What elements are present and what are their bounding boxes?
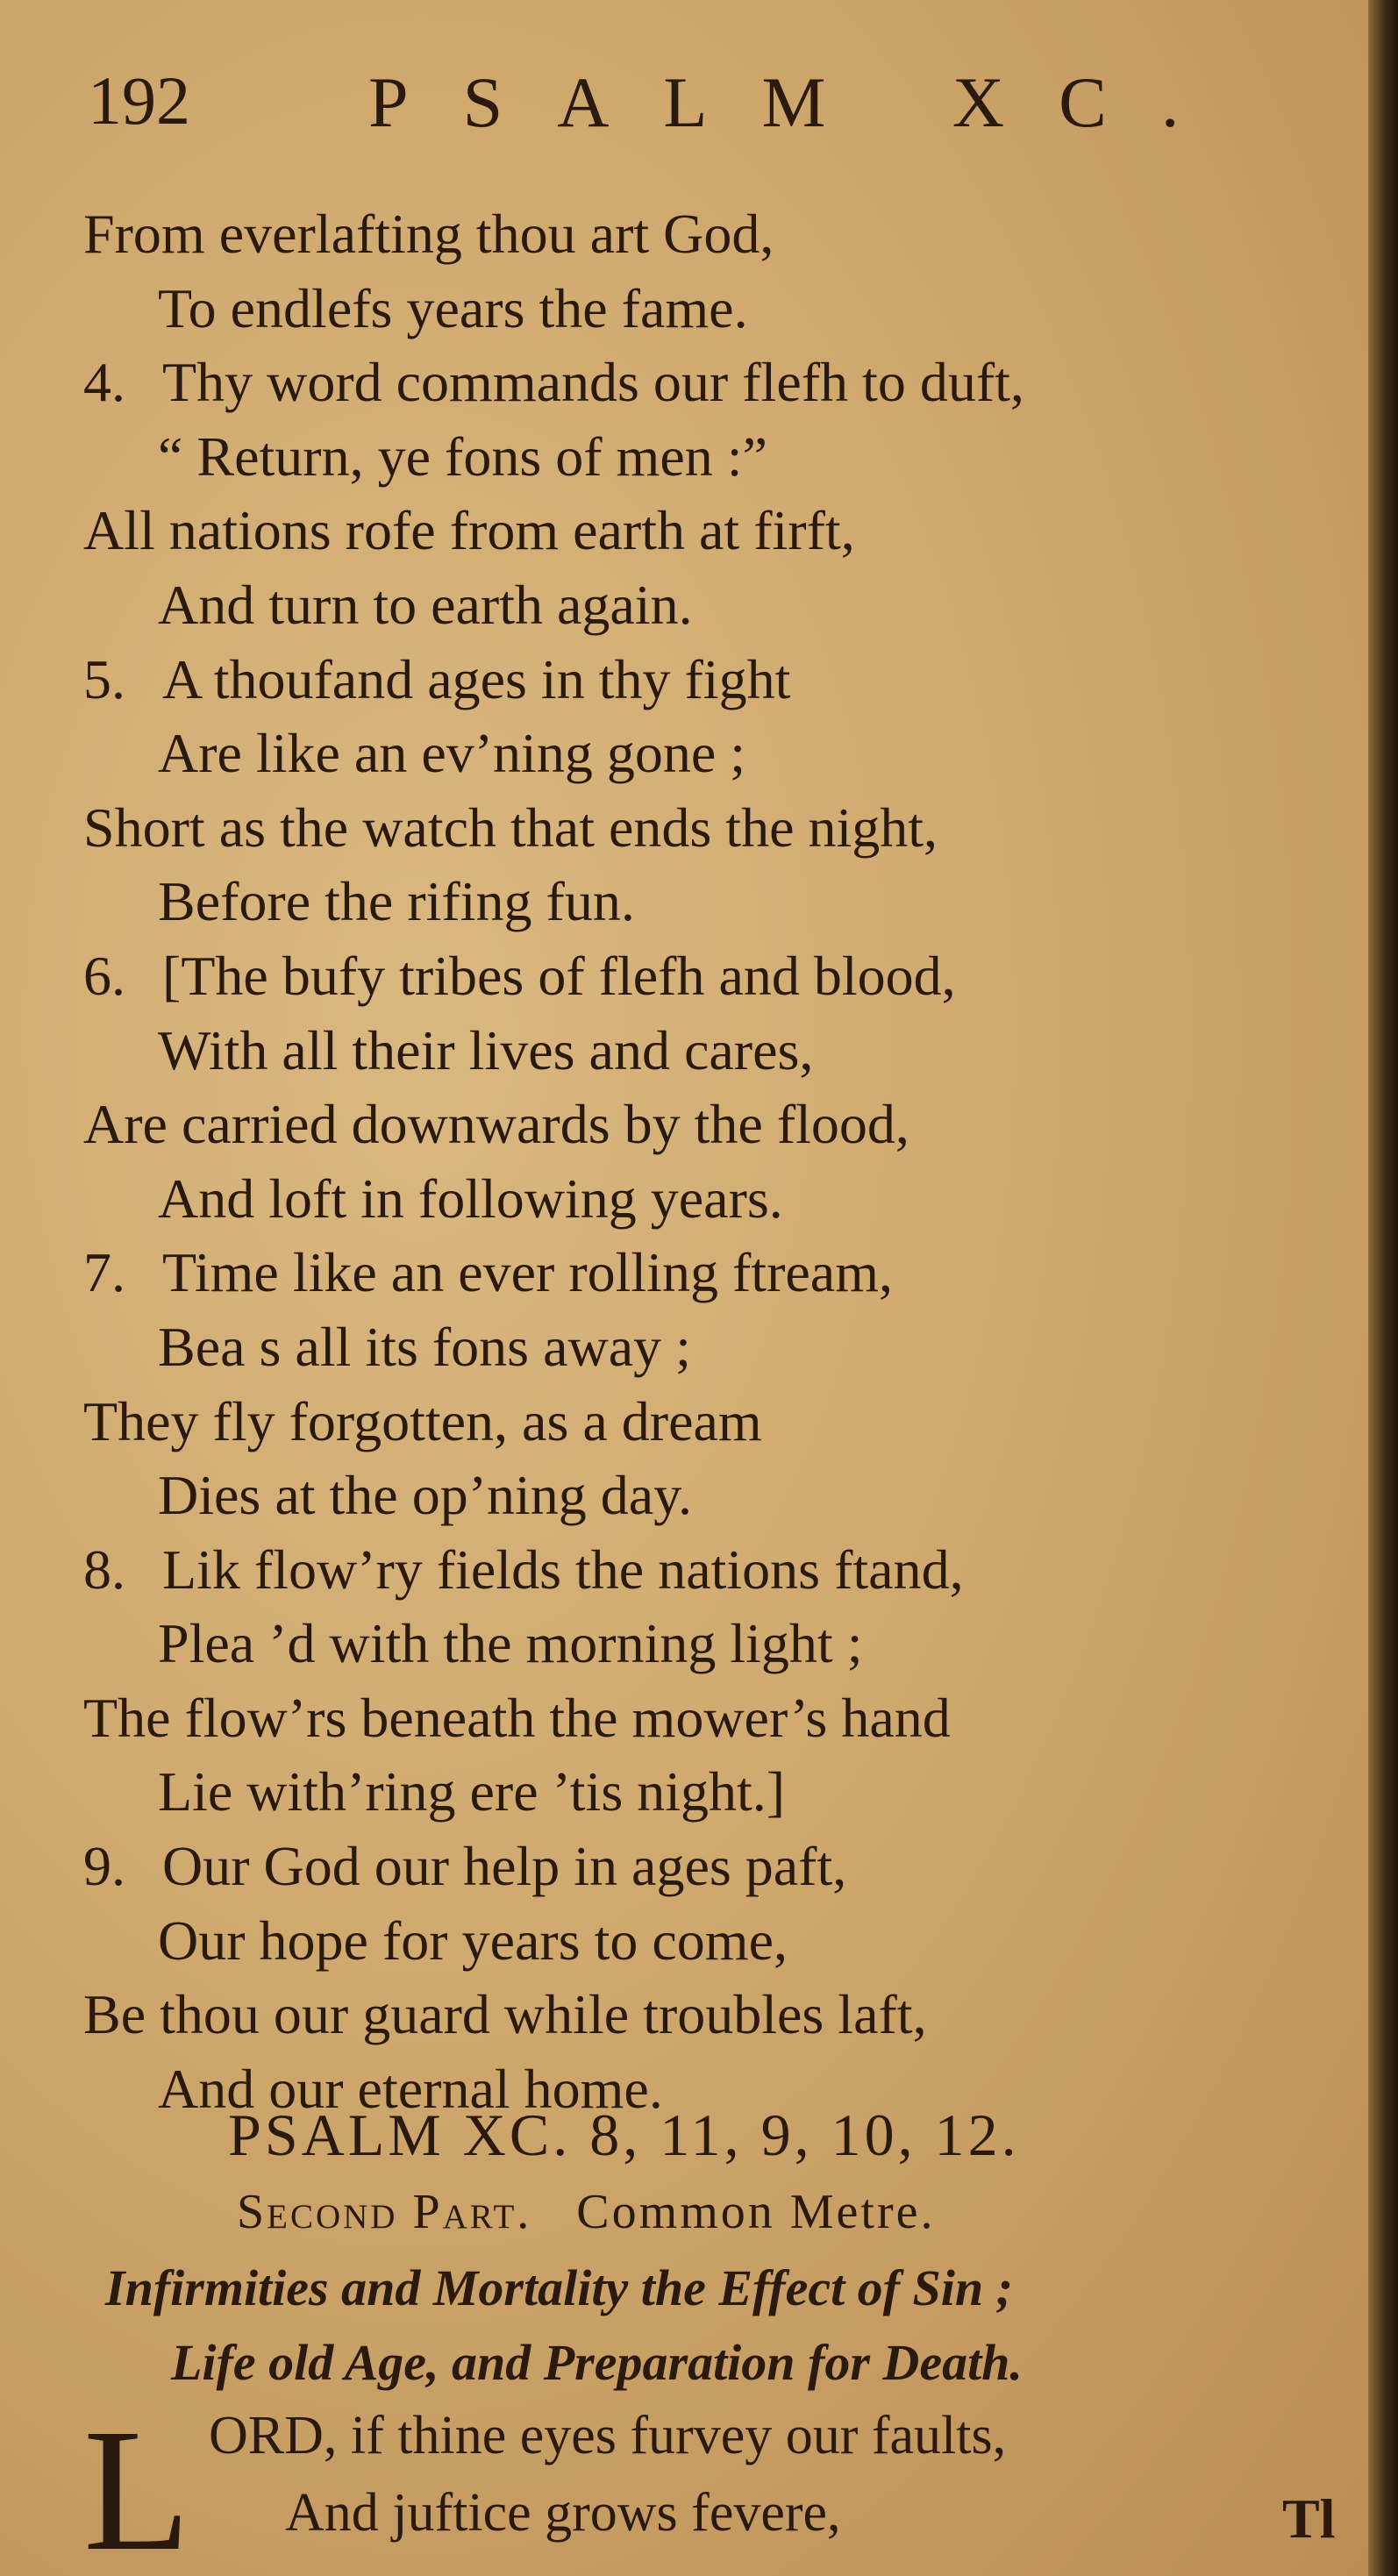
drop-cap: L <box>83 2394 191 2576</box>
verse-line <box>83 1904 1311 1979</box>
verse-text: To endlefs years the fame. <box>158 276 748 339</box>
verse-text: They fly forgotten, as a dream <box>83 1389 762 1452</box>
verse-line <box>83 420 1311 495</box>
metre-label: Common Metre. <box>576 2185 936 2239</box>
verse-line <box>83 197 1311 272</box>
verse-line <box>83 1088 1311 1162</box>
verse-number: 6. <box>83 944 125 1007</box>
verse-text: Thy word commands our flefh to duft, <box>162 351 1024 414</box>
running-title: PSALM XC. <box>368 62 1234 142</box>
verse-text: Plea ’d with the morning light ; <box>158 1612 863 1675</box>
verse-text: [The bufy tribes of flefh and blood, <box>162 944 956 1007</box>
verse-text: Are carried downwards by the flood, <box>83 1093 909 1156</box>
verse-line <box>83 568 1311 643</box>
verse-line <box>83 717 1311 791</box>
verse-text: The flow’rs beneath the mower’s hand <box>83 1686 951 1749</box>
part-label: Second Part. <box>237 2185 532 2239</box>
verse-number: 7. <box>83 1241 125 1304</box>
verse-text: Be thou our guard while troubles laft, <box>83 1983 927 2046</box>
verse-line <box>83 939 1311 1014</box>
second-part-subheading <box>237 2184 935 2240</box>
verse-number: 8. <box>83 1538 125 1601</box>
verse-line <box>83 643 1311 717</box>
verse-text: And loft in following years. <box>158 1167 783 1230</box>
verse-number: 4. <box>83 351 125 414</box>
verse-text: Short as the watch that ends the night, <box>83 796 938 859</box>
verse-text: Before the rifing fun. <box>158 870 635 933</box>
verse-line <box>83 1830 1311 1904</box>
verse-text: Our hope for years to come, <box>158 1909 788 1972</box>
subject-line-2: Life old Age, and Preparation for Death. <box>171 2334 1023 2391</box>
page-gutter-edge <box>1368 0 1398 2576</box>
verse-line <box>83 1978 1311 2052</box>
verse-text: Dies at the op’ning day. <box>158 1464 693 1527</box>
verse-text: Lie with’ring ere ’tis night.] <box>158 1760 786 1823</box>
second-part-heading: PSALM XC. 8, 11, 9, 10, 12. <box>228 2101 1020 2168</box>
verse-text: Our God our help in ages paft, <box>162 1835 847 1898</box>
verse-text: Lik flow’ry fields the nations ftand, <box>162 1538 964 1601</box>
verse-text: Are like an ev’ning gone ; <box>158 722 745 785</box>
verse-line <box>83 494 1311 568</box>
verse-line <box>83 1310 1311 1385</box>
verse-text: “ Return, ye fons of men :” <box>158 425 767 488</box>
verse-text: Bea s all its fons away ; <box>158 1315 691 1378</box>
verse-line <box>83 1236 1311 1310</box>
verse-line <box>83 1162 1311 1237</box>
verse-line <box>83 1385 1311 1459</box>
verse-line-1: ORD, if thine eyes furvey our faults, <box>209 2406 1007 2465</box>
verse-line <box>83 272 1311 346</box>
verse-text: And turn to earth again. <box>158 573 693 636</box>
verse-number: 5. <box>83 647 125 710</box>
verse-number: 9. <box>83 1835 125 1898</box>
verse-line <box>83 1459 1311 1533</box>
page-header <box>88 61 1234 158</box>
verse-line <box>83 1014 1311 1088</box>
verse-text: With all their lives and cares, <box>158 1018 814 1081</box>
verse-text: From everlafting thou art God, <box>83 203 774 265</box>
verse-text: A thoufand ages in thy fight <box>162 647 791 710</box>
verse-text: All nations rofe from earth at firft, <box>83 499 855 562</box>
verse-line-2: And juftice grows fevere, <box>285 2483 841 2543</box>
verse-line <box>83 865 1311 939</box>
psalm-text <box>83 197 1311 2126</box>
verse-line <box>83 1607 1311 1681</box>
verse-line <box>83 1755 1311 1830</box>
verse-text: And our eternal home. <box>158 2057 663 2120</box>
verse-text: Time like an ever rolling ftream, <box>162 1241 893 1304</box>
catchword: Tl <box>1282 2487 1336 2550</box>
verse-line <box>83 346 1311 420</box>
verse-line <box>83 1533 1311 1608</box>
verse-line <box>83 1681 1311 1756</box>
subject-line-1: Infirmities and Mortality the Effect of Sin ; <box>105 2259 1013 2316</box>
verse-line <box>83 791 1311 866</box>
page-number: 192 <box>88 62 190 139</box>
